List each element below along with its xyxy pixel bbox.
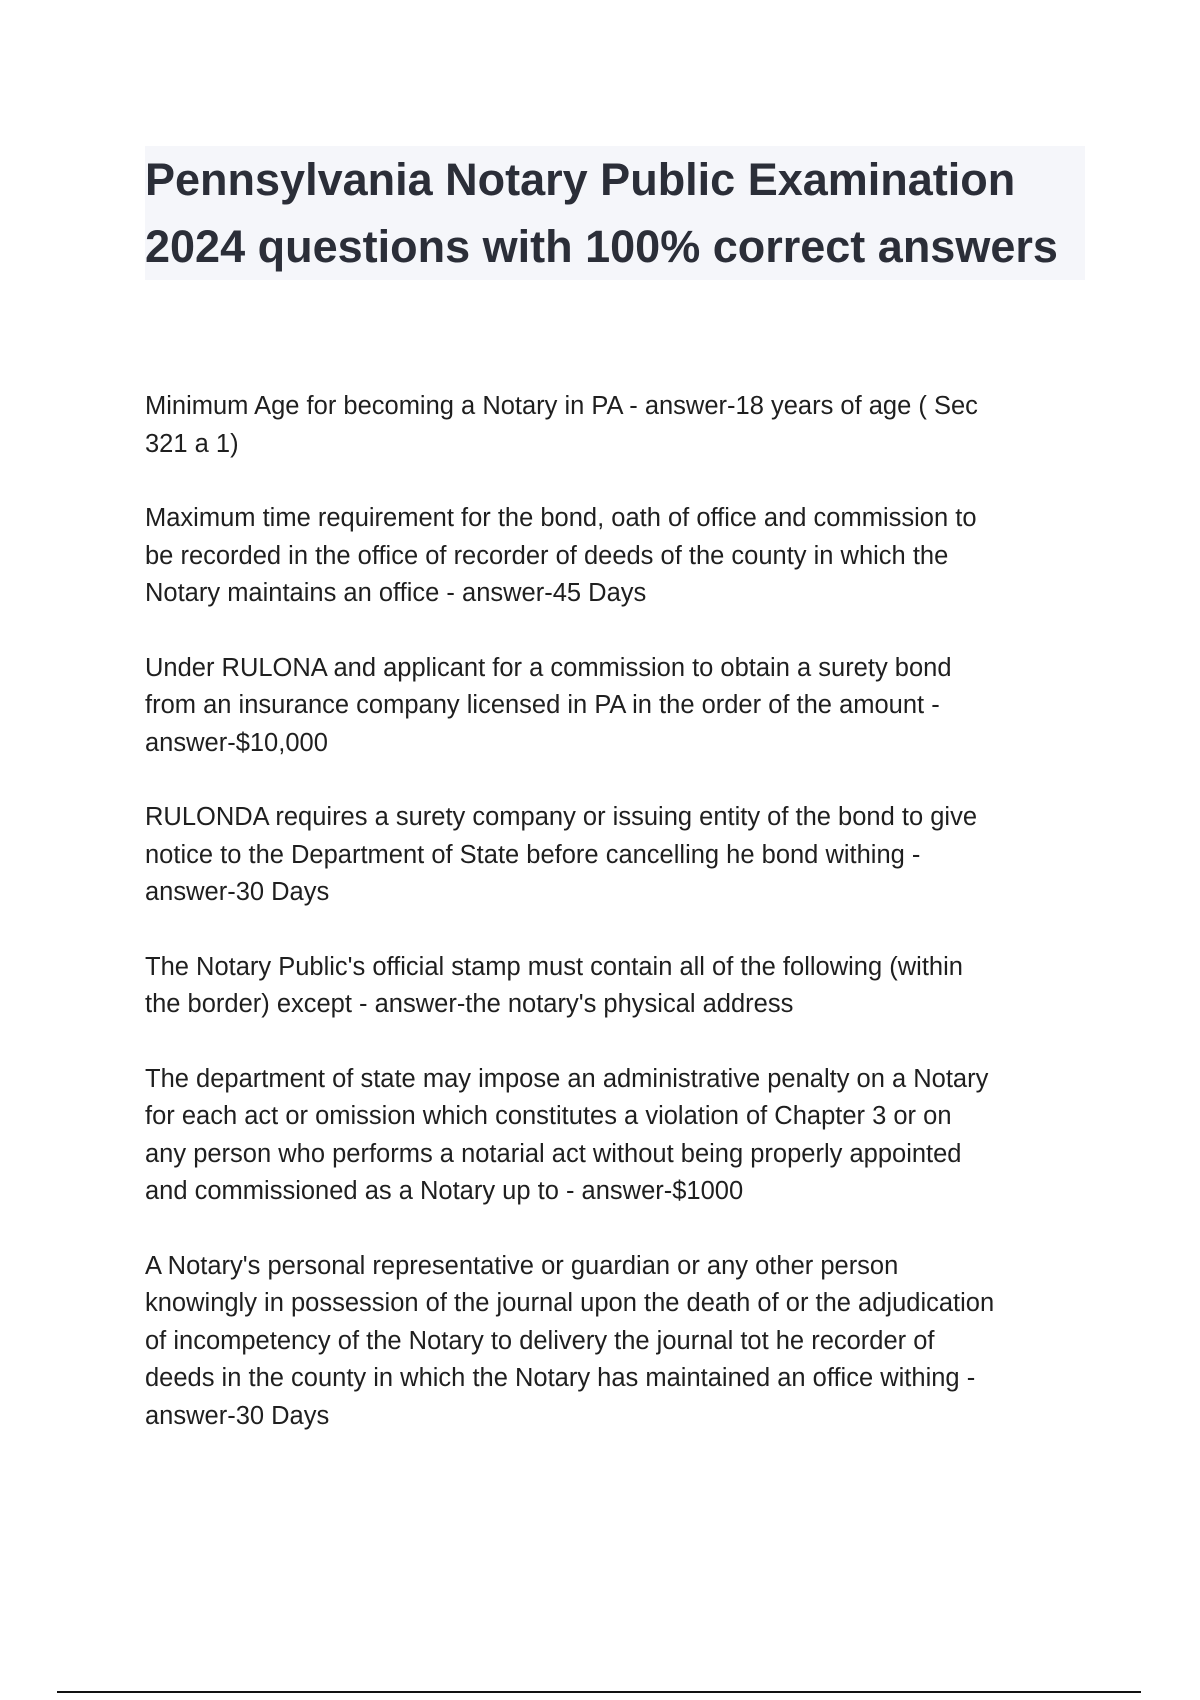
page-divider (57, 1691, 1141, 1693)
qa-item (145, 799, 1105, 912)
qa-line: Minimum Age for becoming a Notary in PA - answer-18 years of age ( Sec (145, 392, 978, 420)
qa-line: for each act or omission which constitutes a violation of Chapter 3 or on (145, 1102, 952, 1130)
qa-line: answer-$10,000 (145, 728, 328, 757)
qa-item (145, 949, 1105, 1024)
qa-line: answer-30 Days (145, 1401, 330, 1430)
qa-list (145, 388, 1105, 1472)
qa-line: knowingly in possession of the journal upon the death of or the adjudication (145, 1289, 995, 1317)
title-line: 2024 questions with 100% correct answers (145, 221, 1058, 272)
qa-line: of incompetency of the Notary to delivery the journal tot he recorder of (145, 1326, 935, 1355)
title-line: Pennsylvania Notary Public Examination (145, 154, 1016, 205)
qa-item (145, 1248, 1105, 1436)
qa-line: Notary maintains an office - answer-45 Days (145, 579, 647, 607)
qa-item (145, 500, 1105, 613)
qa-line: Maximum time requirement for the bond, oath of office and commission to (145, 504, 977, 532)
qa-item (145, 1061, 1105, 1211)
qa-line: deeds in the county in which the Notary has maintained an office withing - (145, 1364, 976, 1392)
qa-line: be recorded in the office of recorder of deeds of the county in which the (145, 541, 949, 570)
title-block (145, 146, 1085, 280)
qa-line: The Notary Public's official stamp must contain all of the following (within (145, 952, 963, 981)
qa-line: the border) except - answer-the notary's physical address (145, 990, 794, 1018)
qa-item (145, 650, 1105, 763)
qa-item (145, 388, 1105, 463)
qa-line: 321 a 1) (145, 429, 239, 458)
qa-line: any person who performs a notarial act without being properly appointed (145, 1139, 962, 1168)
qa-line: answer-30 Days (145, 878, 330, 906)
qa-line: notice to the Department of State before cancelling he bond withing - (145, 840, 921, 869)
document-title (145, 146, 1085, 280)
qa-line: The department of state may impose an administrative penalty on a Notary (145, 1064, 989, 1093)
qa-line: A Notary's personal representative or guardian or any other person (145, 1251, 899, 1280)
qa-line: and commissioned as a Notary up to - answer-$1000 (145, 1177, 744, 1205)
qa-line: Under RULONA and applicant for a commission to obtain a surety bond (145, 653, 952, 682)
qa-line: from an insurance company licensed in PA in the order of the amount - (145, 691, 940, 719)
qa-line: RULONDA requires a surety company or issuing entity of the bond to give (145, 803, 977, 831)
